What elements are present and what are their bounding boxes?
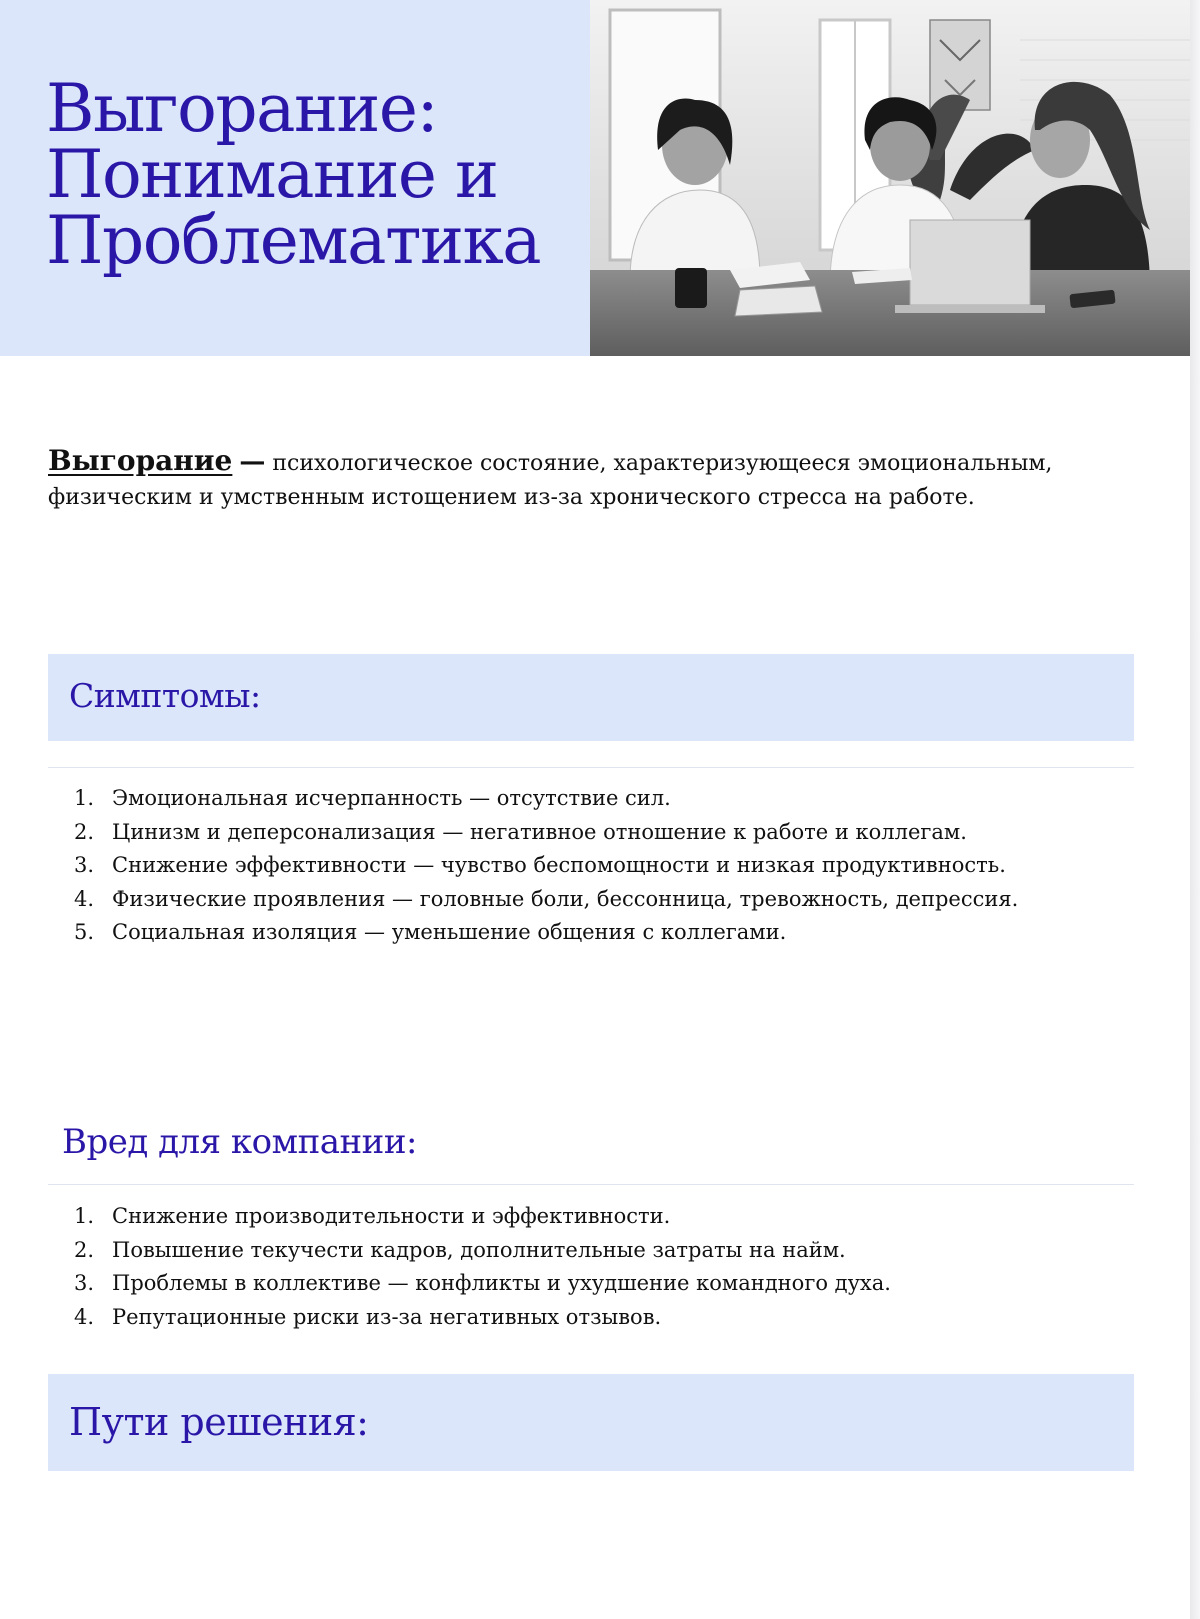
list-item-number: 3. xyxy=(74,1271,95,1295)
list-item xyxy=(48,1234,891,1268)
list-item-number: 1. xyxy=(74,786,95,810)
title-line-3: Проблематика xyxy=(46,202,541,279)
list-item-number: 5. xyxy=(74,920,95,944)
list-item-number: 2. xyxy=(74,1237,95,1262)
list-item xyxy=(48,849,1018,883)
solutions-section-header xyxy=(48,1374,1134,1471)
list-item-text: Повышение текучести кадров, дополнительные затраты на найм. xyxy=(112,1237,846,1262)
list-item xyxy=(48,1200,891,1234)
list-item-text: Эмоциональная исчерпанность — отсутствие сил. xyxy=(112,786,671,810)
list-item-text: Снижение производительности и эффективности. xyxy=(112,1204,671,1228)
page-gutter xyxy=(1190,0,1200,1619)
list-item xyxy=(48,1301,891,1335)
solutions-heading: Пути решения: xyxy=(69,1400,369,1444)
hero-title-panel xyxy=(0,0,590,356)
list-item-number: 4. xyxy=(74,1304,95,1329)
definition-dash: — xyxy=(239,447,266,477)
definition-paragraph xyxy=(48,444,1128,515)
list-item xyxy=(48,782,1018,816)
page-title xyxy=(46,70,541,279)
list-item-text: Проблемы в коллективе — конфликты и ухудшение командного духа. xyxy=(112,1271,891,1295)
list-item-number: 2. xyxy=(74,819,95,844)
harm-section-header xyxy=(62,1122,417,1162)
list-item xyxy=(48,883,1018,917)
list-item xyxy=(48,816,1018,850)
list-item xyxy=(48,916,1018,950)
harm-list xyxy=(48,1200,891,1334)
symptoms-heading: Симптомы: xyxy=(69,676,261,715)
divider xyxy=(48,1184,1134,1185)
list-item-number: 3. xyxy=(74,853,95,877)
symptoms-section-header xyxy=(48,654,1134,741)
team-meeting-photo xyxy=(590,0,1190,356)
list-item-number: 4. xyxy=(74,886,95,911)
list-item-text: Репутационные риски из-за негативных отзывов. xyxy=(112,1304,662,1329)
list-item-text: Цинизм и деперсонализация — негативное отношение к работе и коллегам. xyxy=(112,819,967,844)
photo-illustration xyxy=(590,0,1190,356)
symptoms-list xyxy=(48,782,1018,950)
harm-heading: Вред для компании: xyxy=(62,1122,417,1162)
definition-text: психологическое состояние, характеризующееся эмоциональным, физическим и умственным истощением из-за хронического стресса на работе. xyxy=(48,451,1053,510)
list-item-text: Социальная изоляция — уменьшение общения с коллегами. xyxy=(112,920,787,944)
list-item xyxy=(48,1267,891,1301)
definition-term: Выгорание xyxy=(48,444,233,477)
list-item-number: 1. xyxy=(74,1204,95,1228)
title-line-1: Выгорание: xyxy=(46,70,438,147)
divider xyxy=(48,767,1134,768)
list-item-text: Снижение эффективности — чувство беспомощности и низкая продуктивность. xyxy=(112,853,1006,877)
title-line-2: Понимание и xyxy=(46,136,498,213)
list-item-text: Физические проявления — головные боли, бессонница, тревожность, депрессия. xyxy=(112,886,1019,911)
